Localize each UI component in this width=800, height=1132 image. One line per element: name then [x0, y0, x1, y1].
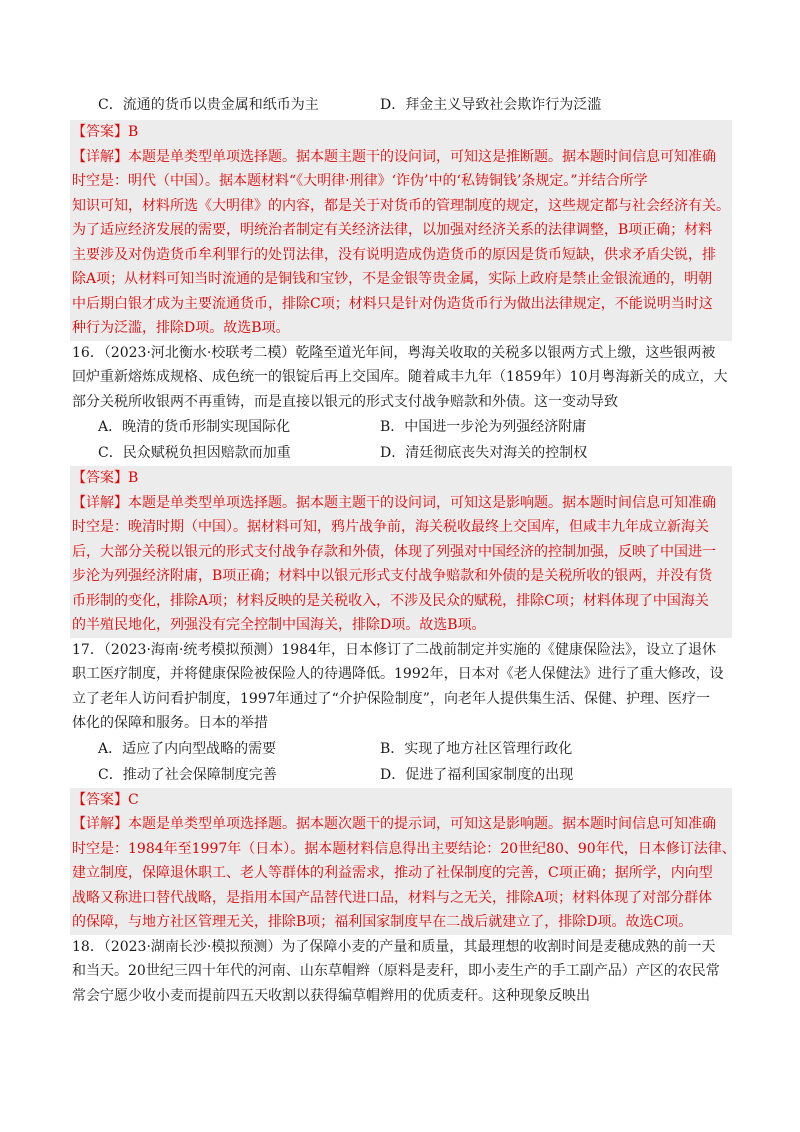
- q18-stem-line: 常会宁愿少收小麦而提前四五天收割以获得编草帽辫用的优质麦秆。这种现象反映出: [72, 987, 590, 1004]
- q16-stem-line: 回炉重新熔炼成规格、成色统一的银锭后再上交国库。随着咸丰九年（1859年）10月粤海新关的成立，大: [72, 369, 728, 385]
- question-17: [72, 638, 732, 736]
- q17-stem-line: 17．（2023·海南·统考模拟预测）1984年，日本修订了二战前制定并实施的《健康保险法》，设立了退休: [72, 641, 716, 658]
- q16-detail-line: 步沦为列强经济附庸，B项正确；材料中以银元形式支付战争赔款和外债的是关税所收的银两，并没有货: [72, 568, 713, 584]
- q15-detail-line: 知识可知，材料所选《大明律》的内容，都是关于对货币的管理制度的规定，这些规定都与社会经济有关。: [72, 197, 730, 214]
- q16-answer: 【答案】B: [72, 470, 139, 486]
- q15-detail-line: 为了适应经济发展的需要，明统治者制定有关经济法律，以加强对经济关系的法律调整，B项正确；材料: [72, 222, 713, 238]
- q18-stem-line: 和当天。20世纪三四十年代的河南、山东草帽辫（原料是麦秆，即小麦生产的手工副产品）产区的农民常: [72, 963, 720, 979]
- q18-stem-line: 18．（2023·湖南长沙·模拟预测）为了保障小麦的产量和质量，其最理想的收割时间是麦穗成熟的前一天: [72, 938, 716, 955]
- q17-option-c: C．推动了社会保障制度完善: [98, 766, 277, 783]
- q16-detail-line: 币形制的变化，排除A项；材料反映的是关税收入，不涉及民众的赋税，排除C项；材料体现了中国海关: [72, 592, 709, 609]
- q16-option-b: B．中国进一步沦为列强经济附庸: [380, 419, 587, 435]
- q15-answer-block: [70, 120, 732, 341]
- q15-detail-line: 【详解】本题是单类型单项选择题。据本题主题干的设问词，可知这是推断题。据本题时间信息可知准确: [72, 148, 716, 165]
- q17-detail-line: 战略又称进口替代战略，是指用本国产品替代进口品，材料与之无关，排除A项；材料体现了对部分群体: [72, 889, 713, 906]
- q16-answer-block: [70, 466, 732, 638]
- q16-stem-line: 部分关税所收银两不再重铸，而是直接以银元的形式支付战争赔款和外债。这一变动导致: [72, 393, 618, 410]
- document-page: [72, 92, 736, 1008]
- q17-detail-line: 时空是：1984年至1997年（日本）。据本题材料信息得出主要结论：20世纪80、90年代，日本修订法律、: [72, 840, 736, 857]
- q17-option-a: A．适应了内向型战略的需要: [98, 740, 277, 757]
- q17-stem-line: 体化的保障和服务。日本的举措: [72, 715, 268, 731]
- q17-answer-block: [70, 788, 736, 935]
- q16-detail-line: 【详解】本题是单类型单项选择题。据本题主题干的设问词，可知这是影响题。据本题时间信息可知准确: [72, 494, 716, 511]
- q17-options-row: [72, 762, 732, 788]
- q15-option-d: D．拜金主义导致社会欺诈行为泛滥: [380, 97, 602, 113]
- q17-stem-line: 立了老年人访问看护制度，1997年通过了“介护保险制度”，向老年人提供集生活、保健、护理、医疗一: [72, 690, 710, 707]
- q16-option-c: C．民众赋税负担因赔款而加重: [98, 445, 291, 461]
- q15-option-c: C．流通的货币以贵金属和纸币为主: [98, 97, 319, 113]
- q15-detail-line: 除A项；从材料可知当时流通的是铜钱和宝钞，不是金银等贵金属，实际上政府是禁止金银流通的，明朝: [72, 271, 713, 287]
- q16-option-a: A．晚清的货币形制实现国际化: [98, 419, 291, 435]
- q16-stem-line: 16．（2023·河北衡水·校联考二模）乾隆至道光年间，粤海关收取的关税多以银两方式上缴，这些银两被: [72, 344, 716, 361]
- q17-option-b: B．实现了地方社区管理行政化: [380, 740, 573, 757]
- q15-detail-line: 种行为泛滥，排除D项。故选B项。: [72, 320, 290, 336]
- q17-detail-line: 的保障，与地方社区管理无关，排除B项；福利国家制度早在二战后就建立了，排除D项。故选C项。: [72, 914, 693, 930]
- q17-detail-line: 建立制度，保障退休职工、老人等群体的利益需求，推动了社保制度的完善，C项正确；据所学，内向型: [72, 865, 713, 881]
- q17-option-d: D．促进了福利国家制度的出现: [380, 766, 574, 783]
- q16-option-d: D．清廷彻底丧失对海关的控制权: [380, 445, 588, 461]
- q16-options-row: [72, 414, 732, 440]
- q15-options-row: [72, 92, 732, 118]
- q16-detail-line: 时空是：晚清时期（中国）。据材料可知，鸦片战争前，海关税收最终上交国库，但咸丰九年成立新海关: [72, 519, 709, 535]
- q17-detail-line: 【详解】本题是单类型单项选择题。据本题次题干的提示词，可知这是影响题。据本题时间信息可知准确: [72, 816, 716, 832]
- question-18: [72, 935, 732, 1009]
- q17-stem-line: 职工医疗制度，并将健康保险被保险人的待遇降低。1992年，日本对《老人保健法》进行了重大修改，设: [72, 666, 724, 682]
- q17-answer: 【答案】C: [72, 791, 139, 808]
- q16-detail-line: 后，大部分关税以银元的形式支付战争存款和外债，体现了列强对中国经济的控制加强，反映了中国进一: [72, 543, 716, 560]
- q15-detail-line: 时空是：明代（中国）。据本题材料“《大明律·刑律》‘诈伪’中的‘私铸铜钱’条规定。”并结合所学: [72, 173, 648, 189]
- q15-detail-line: 中后期白银才成为主要流通货币，排除C项；材料只是针对伪造货币行为做出法律规定，不能说明当时这: [72, 295, 713, 312]
- q17-options-row: [72, 736, 732, 762]
- question-16: [72, 341, 732, 415]
- q15-answer: 【答案】B: [72, 124, 139, 140]
- q16-detail-line: 的半殖民地化，列强没有完全控制中国海关，排除D项。故选B项。: [72, 617, 486, 633]
- q15-detail-line: 主要涉及对伪造货币牟利罪行的处罚法律，没有说明造成伪造货币的原因是货币短缺，供求矛盾尖锐，排: [72, 246, 716, 263]
- q16-options-row: [72, 440, 732, 466]
